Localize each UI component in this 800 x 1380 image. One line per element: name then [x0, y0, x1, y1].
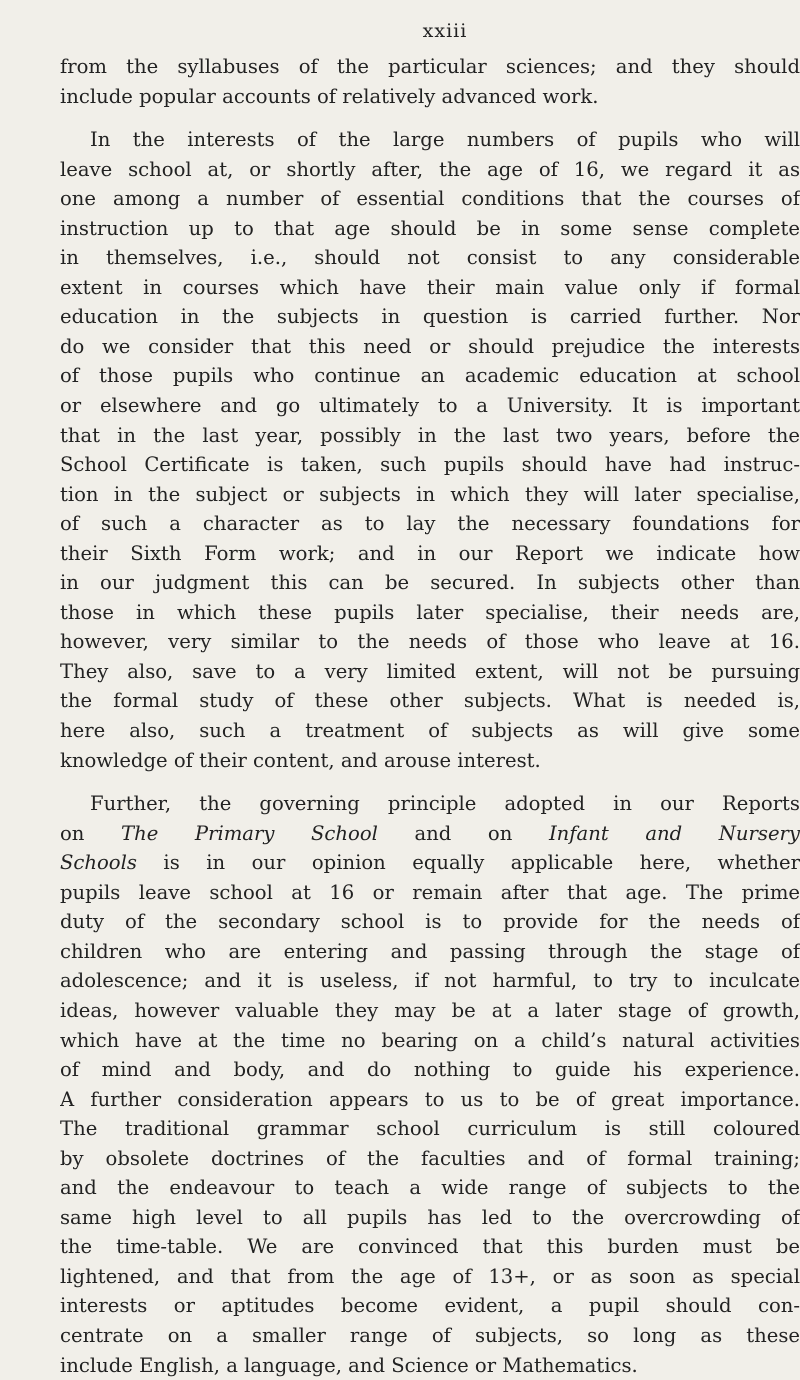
text-line: Further, the governing principle adopted in our Reports [90, 792, 800, 816]
text-line: interests or aptitudes become evident, a pupil should con- [60, 1294, 800, 1318]
text-line: children who are entering and passing through the stage of [60, 939, 800, 963]
text-line [60, 819, 800, 849]
text-line: The traditional grammar school curriculum is still coloured [60, 1117, 800, 1141]
text-line: in themselves, i.e., should not consist to any considerable [60, 246, 800, 270]
text-line: School Certificate is taken, such pupils should have had instruc- [60, 453, 800, 477]
report-title: The Primary School [121, 821, 378, 845]
text-line: pupils leave school at 16 or remain after that age. The prime [60, 880, 800, 904]
text-line: one among a number of essential conditions that the courses of [60, 187, 800, 211]
text-line: the time-table. We are convinced that this burden must be [60, 1235, 800, 1259]
text-line: of mind and body, and do nothing to guide his experience. [60, 1058, 800, 1082]
text-line: They also, save to a very limited extent, will not be pursuing [60, 659, 800, 683]
report-title: Schools [60, 851, 137, 875]
text-line: and the endeavour to teach a wide range of subjects to the [60, 1176, 800, 1200]
text-line: education in the subjects in question is carried further. Nor [60, 305, 800, 329]
text-line: extent in courses which have their main value only if formal [60, 275, 800, 299]
text-line: by obsolete doctrines of the faculties and of formal training; [60, 1146, 800, 1170]
paragraph-2 [60, 125, 800, 775]
text-line: or elsewhere and go ultimately to a University. It is important [60, 394, 800, 418]
text-line: duty of the secondary school is to provide for the needs of [60, 910, 800, 934]
text-fragment: and on [377, 821, 549, 845]
text-fragment: is in our opinion equally applicable here, whether [136, 851, 800, 875]
text-line: lightened, and that from the age of 13+, or as soon as special [60, 1264, 800, 1288]
text-line: adolescence; and it is useless, if not harmful, to try to inculcate [60, 969, 800, 993]
text-line: the formal study of these other subjects. What is needed is, [60, 689, 800, 713]
text-line: leave school at, or shortly after, the age of 16, we regard it as [60, 157, 800, 181]
page-number: xxiii [422, 20, 468, 42]
paragraph-3 [60, 789, 800, 1380]
text-line: their Sixth Form work; and in our Report we indicate how [60, 541, 800, 565]
text-line: In the interests of the large numbers of pupils who will [90, 128, 800, 152]
text-line: those in which these pupils later specialise, their needs are, [60, 600, 800, 624]
text-line: include popular accounts of relatively advanced work. [60, 84, 599, 108]
text-line: knowledge of their content, and arouse interest. [60, 748, 541, 772]
text-line: here also, such a treatment of subjects as will give some [60, 719, 800, 743]
text-line [60, 848, 800, 878]
text-line: from the syllabuses of the particular sciences; and they should [60, 55, 800, 78]
text-fragment: on [60, 821, 122, 845]
text-line: in our judgment this can be secured. In subjects other than [60, 571, 800, 595]
document-page [60, 18, 800, 1377]
paragraph-1 [60, 52, 800, 111]
text-line: however, very similar to the needs of those who leave at 16. [60, 630, 800, 654]
text-line: include English, a language, and Science or Mathematics. [60, 1353, 638, 1377]
report-title: Infant and Nursery [548, 821, 800, 845]
text-line: centrate on a smaller range of subjects, so long as these [60, 1323, 800, 1347]
text-line: A further consideration appears to us to be of great importance. [60, 1087, 800, 1111]
text-line: that in the last year, possibly in the last two years, before the [60, 423, 800, 447]
text-line: instruction up to that age should be in some sense complete [60, 216, 800, 240]
text-line: of those pupils who continue an academic education at school [60, 364, 800, 388]
text-line: which have at the time no bearing on a child’s natural activities [60, 1028, 800, 1052]
text-line: ideas, however valuable they may be at a later stage of growth, [60, 998, 800, 1022]
text-line: of such a character as to lay the necessary foundations for [60, 512, 800, 536]
text-line: do we consider that this need or should prejudice the interests [60, 334, 800, 358]
text-line: tion in the subject or subjects in which they will later specialise, [60, 482, 800, 506]
text-line: same high level to all pupils has led to the overcrowding of [60, 1205, 800, 1229]
